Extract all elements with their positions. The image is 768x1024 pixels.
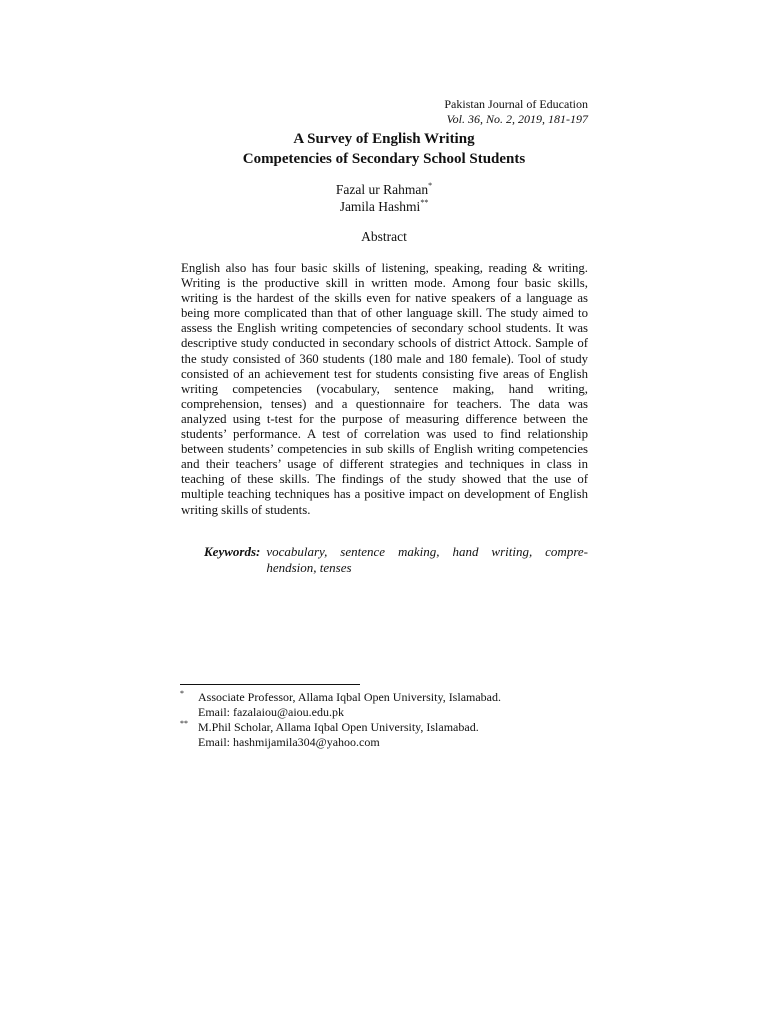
author-name: Jamila Hashmi: [339, 199, 421, 214]
paper-title: [180, 129, 588, 169]
author: [180, 198, 588, 215]
author: [180, 181, 588, 198]
abstract-heading: Abstract: [361, 229, 407, 244]
paper-title-line-2: Competencies of Secondary School Students: [242, 151, 526, 167]
keywords: [204, 544, 588, 575]
footnote-mark: **: [180, 719, 188, 728]
footnote: [180, 720, 600, 750]
keywords-label: Keywords:: [204, 544, 261, 559]
author-footnote-mark: **: [420, 198, 429, 207]
journal-volume: Vol. 36, No. 2, 2019, 181-197: [446, 112, 588, 126]
footnote-affiliation: Associate Professor, Allama Iqbal Open University, Islamabad.: [198, 690, 501, 704]
footnote-email: Email: hashmijamila304@yahoo.com: [198, 735, 380, 749]
author-name: Fazal ur Rahman: [335, 182, 429, 197]
journal-header: [444, 97, 588, 127]
journal-name: Pakistan Journal of Education: [444, 97, 588, 111]
keywords-text: vocabulary, sentence making, hand writing, compre-hendsion, tenses: [266, 544, 588, 575]
abstract-body: English also has four basic skills of listening, speaking, reading & writing. Writing is the productive skill in written mode. Among four basic skills, writing is the hardest of the skills even for native speakers of a language as being more complicated than that of other language skill. The study aimed to assess the English writing competencies of secondary school students. It was descriptive study conducted in secondary schools of district Attock. Sample of the study consisted of 360 students (180 male and 180 female). Tool of study consisted of an achievement test for students consisting five areas of English writing competencies (vocabulary, sentence making, hand writing, comprehension, tenses) and a questionnaire for teachers. The data was analyzed using t-test for the purpose of measuring difference between the students’ performance. A test of correlation was used to find relationship between students’ competencies in sub skills of English writing competencies and their teachers’ usage of different strategies and techniques in class in teaching of these skills. The findings of the study showed that the use of multiple teaching techniques has a positive impact on development of English writing skills of students.: [181, 261, 588, 517]
footnote: [180, 690, 600, 720]
footnote-mark: *: [180, 689, 184, 698]
paper-title-line-1: A Survey of English Writing: [293, 131, 475, 147]
author-list: [180, 181, 588, 215]
author-footnote-mark: *: [428, 181, 433, 190]
footnote-email: Email: fazalaiou@aiou.edu.pk: [198, 705, 344, 719]
footnote-divider: [180, 684, 360, 685]
footnotes: [180, 690, 600, 750]
footnote-affiliation: M.Phil Scholar, Allama Iqbal Open University, Islamabad.: [198, 720, 479, 734]
